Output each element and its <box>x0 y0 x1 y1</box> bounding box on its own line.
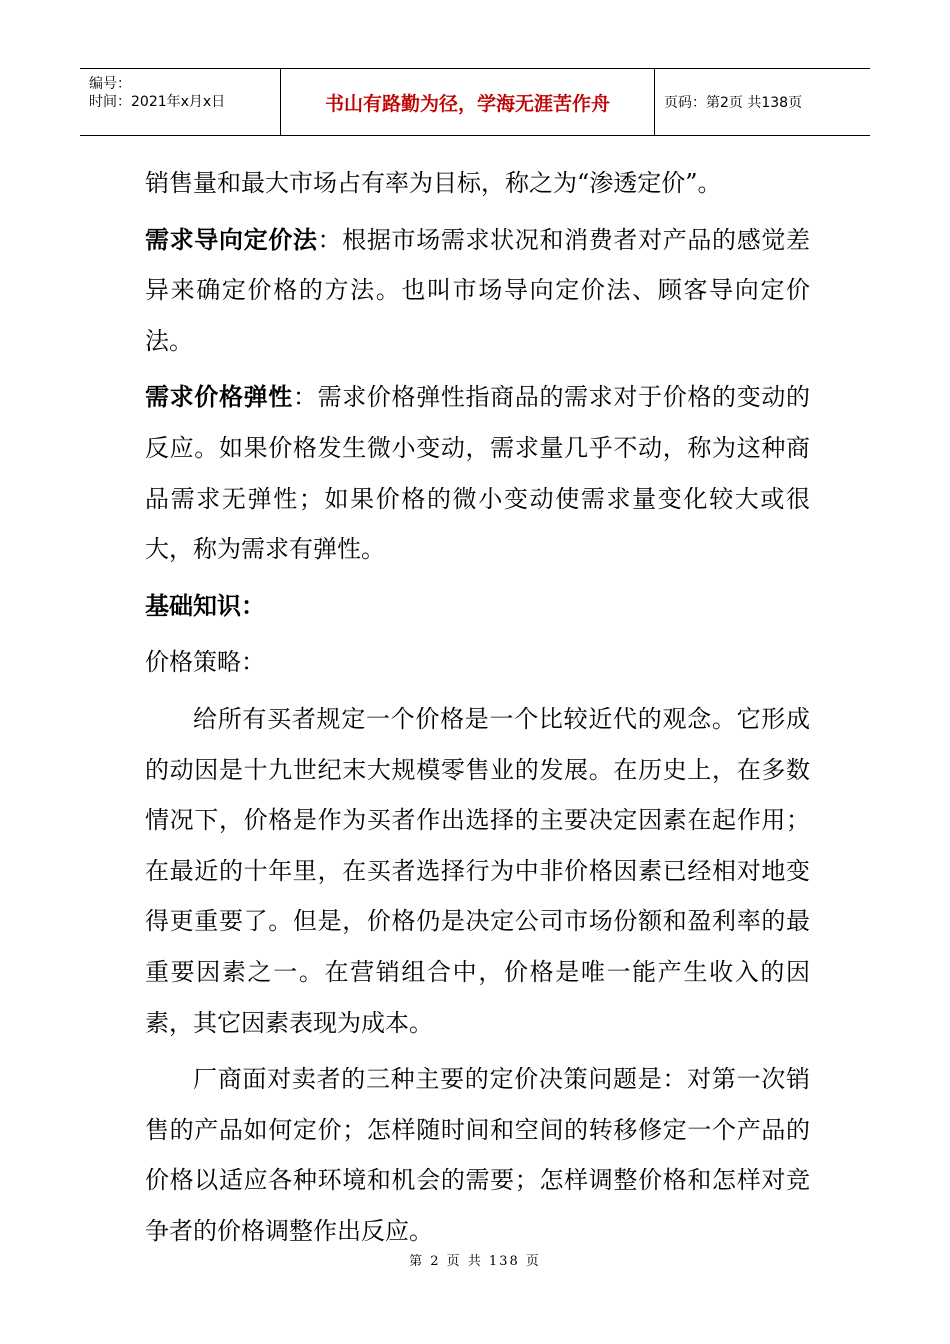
number-label: 编号： <box>89 76 131 92</box>
definition-demand-oriented-pricing: ：根据市场需求状况和消费者对产品的感觉差异来确定价格的方法。也叫市场导向定价法、顾客导向定价法。 <box>145 225 810 355</box>
page-header <box>80 68 870 136</box>
paragraph-demand-oriented-pricing <box>145 215 810 367</box>
header-motto: 书山有路勤为径，学海无涯苦作舟 <box>281 69 655 135</box>
paragraph-pricing-decisions: 厂商面对卖者的三种主要的定价决策问题是：对第一次销售的产品如何定价；怎样随时间和空间的转移修定一个产品的价格以适应各种环境和机会的需要；怎样调整价格和怎样对竞争者的价格调整作出反应。 <box>145 1065 810 1245</box>
subsection-heading: 价格策略： <box>145 648 265 677</box>
header-page-info: 页码：第2页 共138页 <box>664 95 803 111</box>
paragraph-pricing-strategy: 给所有买者规定一个价格是一个比较近代的观念。它形成的动因是十九世纪末大规模零售业的发展。在历史上，在多数情况下，价格是作为买者作出选择的主要决定因素在起作用；在最近的十年里，在买者选择行为中非价格因素已经相对地变得更重要了。但是，价格仍是决定公司市场份额和盈利率的最重要因素之一。在营销组合中，价格是唯一能产生收入的因素，其它因素表现为成本。 <box>145 704 810 1037</box>
date-label: 时间：2021年x月x日 <box>89 94 226 110</box>
section-heading: 基础知识： <box>145 591 265 620</box>
header-meta-cell <box>80 69 281 135</box>
page-footer: 第 2 页 共 138 页 <box>409 1254 541 1269</box>
definition-price-elasticity: ：需求价格弹性指商品的需求对于价格的变动的反应。如果价格发生微小变动，需求量几乎不动，称为这种商品需求无弹性；如果价格的微小变动使需求量变化较大或很大，称为需求有弹性。 <box>145 383 811 564</box>
term-demand-oriented-pricing: 需求导向定价法 <box>145 225 318 254</box>
document-body <box>145 158 810 1256</box>
paragraph-price-elasticity <box>145 372 810 574</box>
paragraph-continuation: 销售量和最大市场占有率为目标，称之为“渗透定价”。 <box>145 169 722 197</box>
term-price-elasticity: 需求价格弹性 <box>145 383 293 412</box>
